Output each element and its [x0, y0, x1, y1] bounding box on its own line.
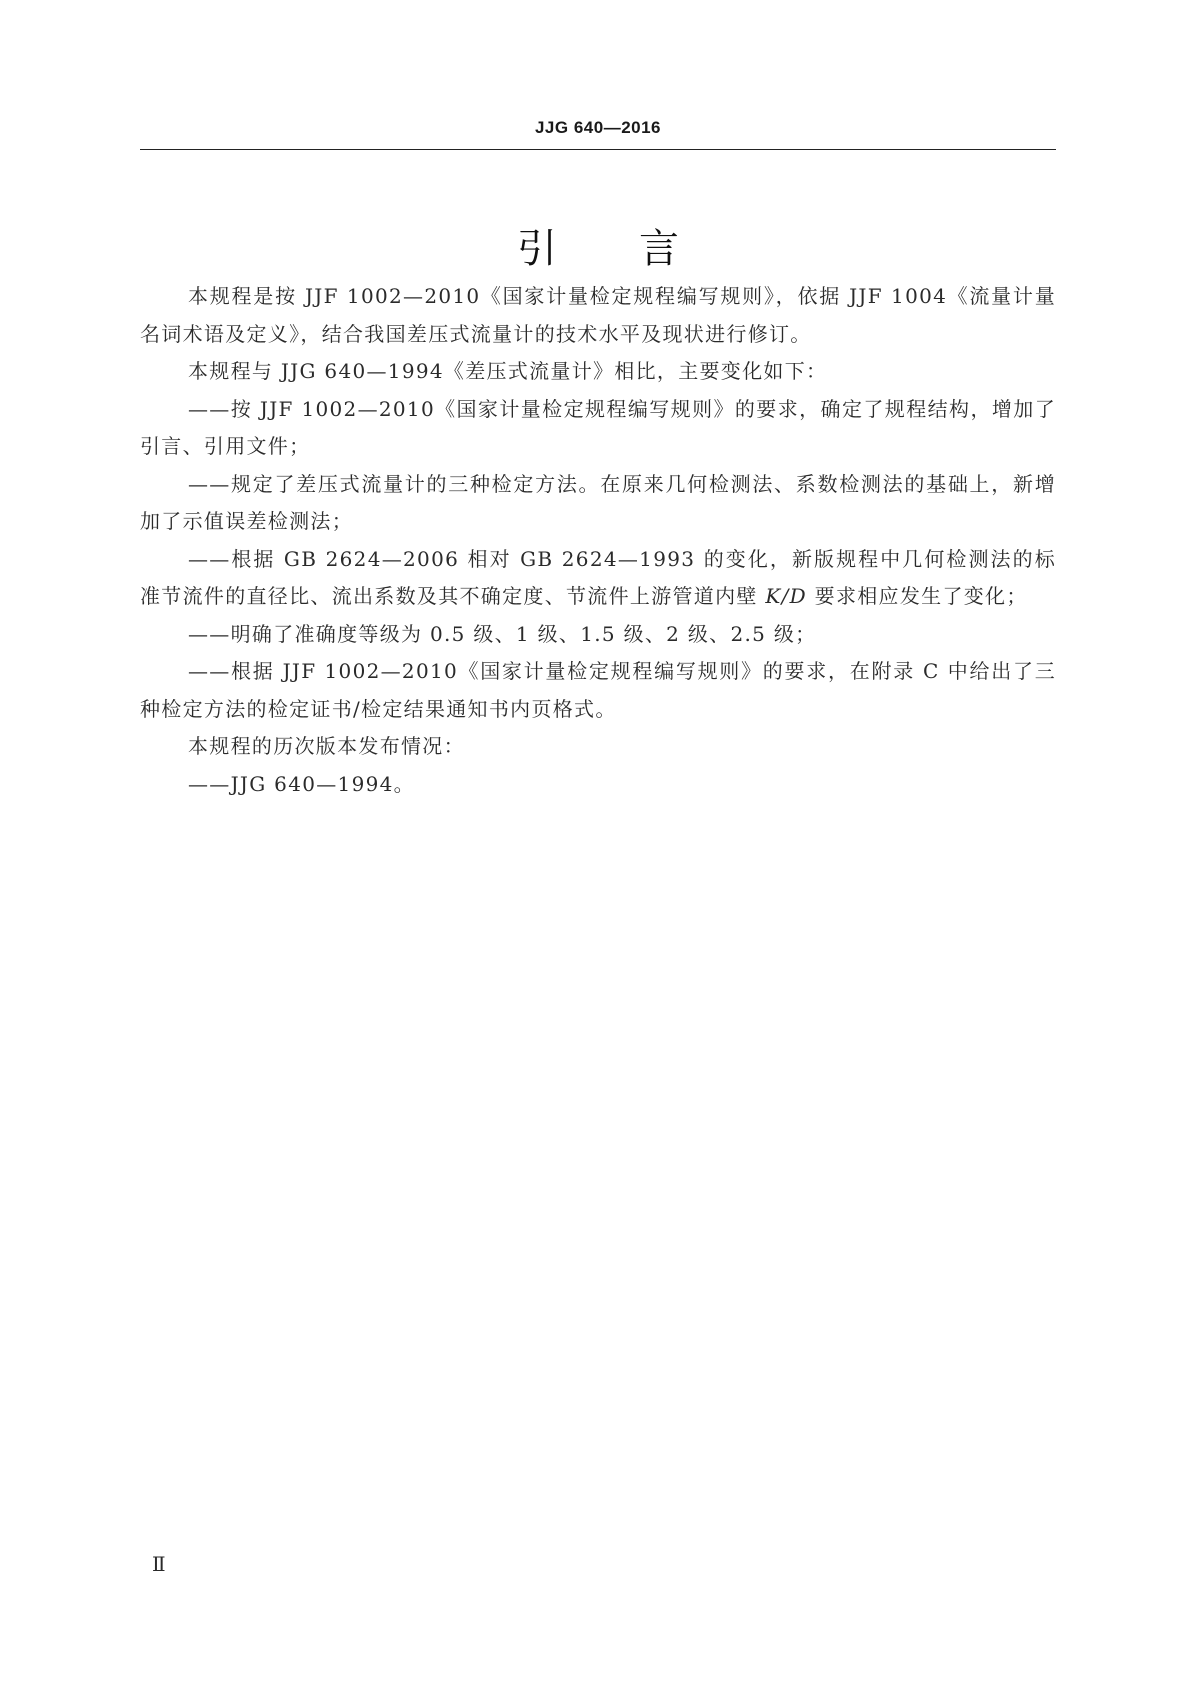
section-title: 引言: [517, 225, 761, 272]
paragraph-change-gb2624: [140, 541, 1056, 616]
page-number: Ⅱ: [152, 1552, 166, 1576]
running-header: JJG 640—2016: [534, 118, 662, 137]
paragraph-change-accuracy: ——明确了准确度等级为 0.5 级、1 级、1.5 级、2 级、2.5 级；: [188, 621, 817, 646]
header-divider: [140, 149, 1056, 150]
paragraph-change-structure: ——按 JJF 1002—2010《国家计量检定规程编写规则》的要求，确定了规程结构，增加了引言、引用文件；: [140, 396, 1056, 458]
paragraph-intro-basis: 本规程是按 JJF 1002—2010《国家计量检定规程编写规则》，依据 JJF 1004《流量计量名词术语及定义》，结合我国差压式流量计的技术水平及现状进行修订。: [140, 284, 1056, 346]
math-k-over-d: K/D: [765, 584, 807, 608]
paragraph-change-appendix: ——根据 JJF 1002—2010《国家计量检定规程编写规则》的要求，在附录 C 中给出了三种检定方法的检定证书/检定结果通知书内页格式。: [140, 659, 1056, 721]
paragraph-history-item: ——JJG 640—1994。: [188, 771, 415, 796]
body-text: [140, 278, 1056, 803]
paragraph-main-changes: 本规程与 JJG 640—1994《差压式流量计》相比，主要变化如下：: [188, 359, 828, 383]
paragraph-history: 本规程的历次版本发布情况：: [188, 734, 465, 758]
paragraph-change-methods: ——规定了差压式流量计的三种检定方法。在原来几何检测法、系数检测法的基础上，新增加了示值误差检测法；: [140, 471, 1056, 533]
paragraph-change-gb2624-tail: 要求相应发生了变化；: [806, 584, 1028, 608]
paragraph-change-gb2624-text: ——根据 GB 2624—2006 相对 GB 2624—1993 的变化，新版规程中几何检测法的标准节流件的直径比、流出系数及其不确定度、节流件上游管道内壁: [140, 546, 1056, 608]
